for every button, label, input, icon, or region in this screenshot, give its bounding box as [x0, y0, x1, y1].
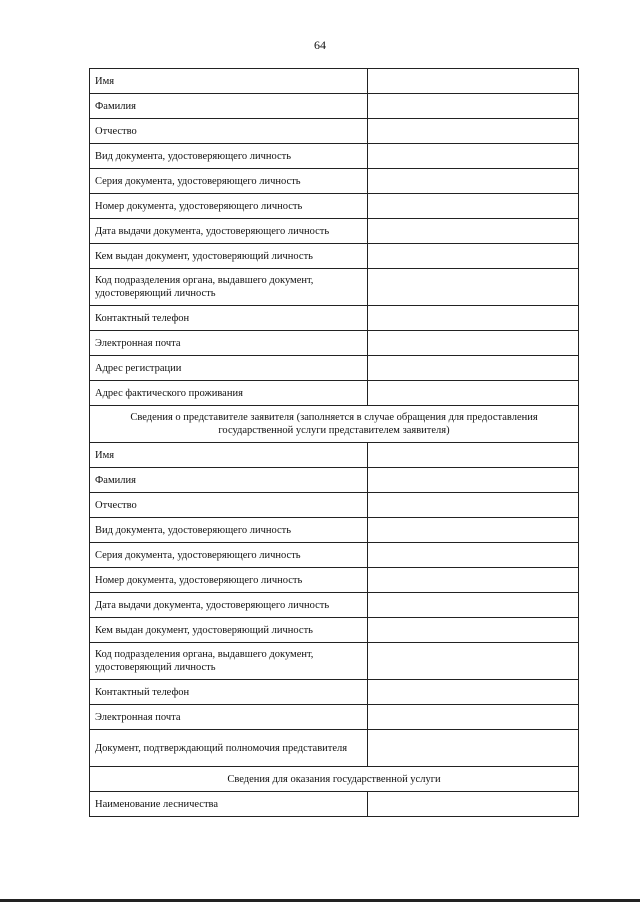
field-label-phone: Контактный телефон: [90, 306, 368, 331]
rep-field-value-last-name[interactable]: [368, 468, 579, 493]
field-value-id-issue-date[interactable]: [368, 219, 579, 244]
rep-field-value-patronymic[interactable]: [368, 493, 579, 518]
rep-field-value-phone[interactable]: [368, 680, 579, 705]
table-row: [90, 144, 579, 169]
page-number: 64: [314, 38, 326, 52]
table-row: [90, 306, 579, 331]
field-label-last-name: Фамилия: [90, 94, 368, 119]
field-value-patronymic[interactable]: [368, 119, 579, 144]
page-bottom-border: [0, 899, 640, 902]
field-label-forestry-name: Наименование лесничества: [90, 792, 368, 817]
rep-field-label-id-number: Номер документа, удостоверяющего личность: [90, 568, 368, 593]
rep-field-label-first-name: Имя: [90, 443, 368, 468]
field-label-email: Электронная почта: [90, 331, 368, 356]
application-form-table: [89, 68, 579, 817]
field-value-actual-address[interactable]: [368, 381, 579, 406]
field-value-id-number[interactable]: [368, 194, 579, 219]
field-label-id-type: Вид документа, удостоверяющего личность: [90, 144, 368, 169]
table-row: [90, 356, 579, 381]
field-value-first-name[interactable]: [368, 69, 579, 94]
field-label-registration-address: Адрес регистрации: [90, 356, 368, 381]
rep-field-label-patronymic: Отчество: [90, 493, 368, 518]
table-row: [90, 468, 579, 493]
table-row: [90, 219, 579, 244]
table-row: [90, 792, 579, 817]
rep-field-value-id-number[interactable]: [368, 568, 579, 593]
rep-field-label-id-issuer: Кем выдан документ, удостоверяющий личность: [90, 618, 368, 643]
rep-field-label-id-series: Серия документа, удостоверяющего личность: [90, 543, 368, 568]
table-row: [90, 593, 579, 618]
field-label-id-series: Серия документа, удостоверяющего личность: [90, 169, 368, 194]
field-value-registration-address[interactable]: [368, 356, 579, 381]
field-label-first-name: Имя: [90, 69, 368, 94]
table-row: [90, 244, 579, 269]
table-row: [90, 618, 579, 643]
table-row: [90, 730, 579, 767]
table-row: [90, 169, 579, 194]
field-value-id-type[interactable]: [368, 144, 579, 169]
rep-field-value-id-issue-date[interactable]: [368, 593, 579, 618]
table-row: [90, 643, 579, 680]
rep-field-label-phone: Контактный телефон: [90, 680, 368, 705]
field-value-last-name[interactable]: [368, 94, 579, 119]
table-row: [90, 331, 579, 356]
table-row: [90, 269, 579, 306]
table-row: [90, 94, 579, 119]
table-row: [90, 194, 579, 219]
rep-field-label-email: Электронная почта: [90, 705, 368, 730]
rep-field-value-email[interactable]: [368, 705, 579, 730]
service-section-title: Сведения для оказания государственной услуги: [90, 767, 579, 792]
field-label-issuer-code: Код подразделения органа, выдавшего документ, удостоверяющий личность: [90, 269, 368, 306]
section-header-row: [90, 767, 579, 792]
rep-field-value-authority-document[interactable]: [368, 730, 579, 767]
field-label-actual-address: Адрес фактического проживания: [90, 381, 368, 406]
table-row: [90, 518, 579, 543]
field-label-id-issuer: Кем выдан документ, удостоверяющий личность: [90, 244, 368, 269]
table-row: [90, 680, 579, 705]
representative-section-title: Сведения о представителе заявителя (заполняется в случае обращения для предоставления государственной услуги представителем заявителя): [90, 406, 579, 443]
rep-field-value-id-series[interactable]: [368, 543, 579, 568]
table-row: [90, 705, 579, 730]
rep-field-label-issuer-code: Код подразделения органа, выдавшего документ, удостоверяющий личность: [90, 643, 368, 680]
table-row: [90, 381, 579, 406]
field-label-id-number: Номер документа, удостоверяющего личность: [90, 194, 368, 219]
field-label-patronymic: Отчество: [90, 119, 368, 144]
rep-field-value-issuer-code[interactable]: [368, 643, 579, 680]
field-value-issuer-code[interactable]: [368, 269, 579, 306]
rep-field-value-id-type[interactable]: [368, 518, 579, 543]
field-value-id-issuer[interactable]: [368, 244, 579, 269]
table-row: [90, 119, 579, 144]
field-value-id-series[interactable]: [368, 169, 579, 194]
rep-field-label-id-issue-date: Дата выдачи документа, удостоверяющего личность: [90, 593, 368, 618]
rep-field-value-id-issuer[interactable]: [368, 618, 579, 643]
field-value-forestry-name[interactable]: [368, 792, 579, 817]
field-value-phone[interactable]: [368, 306, 579, 331]
table-row: [90, 69, 579, 94]
rep-field-label-authority-document: Документ, подтверждающий полномочия представителя: [90, 730, 368, 767]
rep-field-label-last-name: Фамилия: [90, 468, 368, 493]
field-value-email[interactable]: [368, 331, 579, 356]
table-row: [90, 568, 579, 593]
rep-field-label-id-type: Вид документа, удостоверяющего личность: [90, 518, 368, 543]
section-header-row: [90, 406, 579, 443]
table-row: [90, 493, 579, 518]
rep-field-value-first-name[interactable]: [368, 443, 579, 468]
table-row: [90, 443, 579, 468]
table-row: [90, 543, 579, 568]
field-label-id-issue-date: Дата выдачи документа, удостоверяющего личность: [90, 219, 368, 244]
